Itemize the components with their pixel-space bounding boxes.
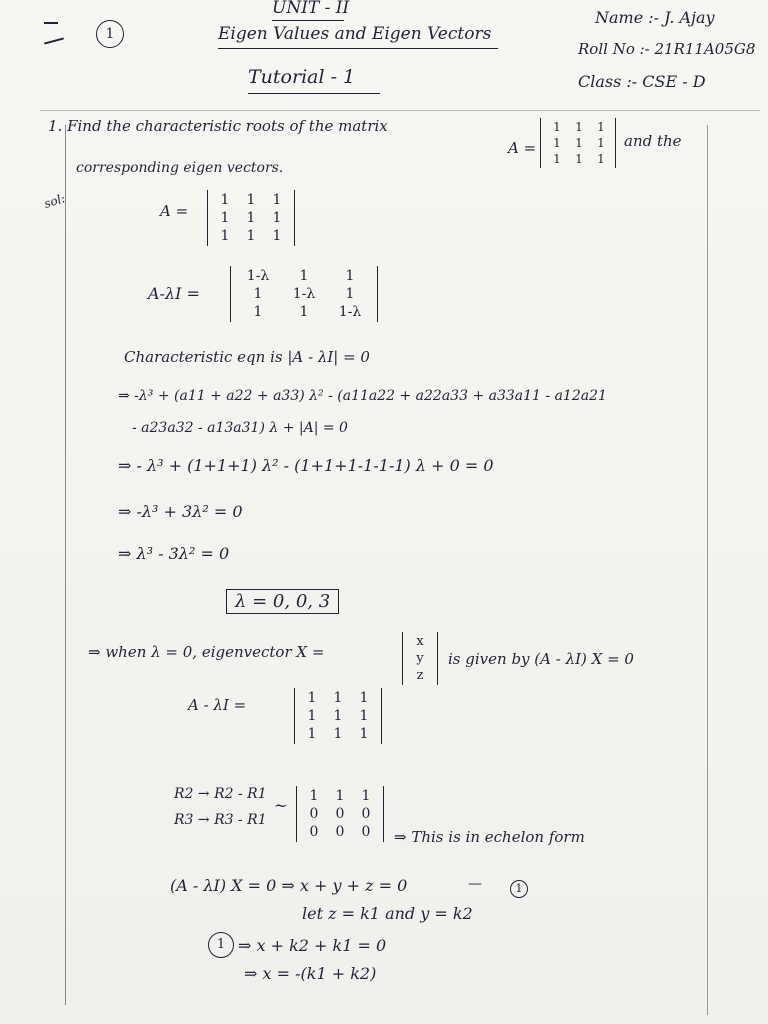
matrix-cell: 1 xyxy=(333,708,343,724)
matrix-cell: 1 xyxy=(299,268,309,284)
matrix-cell: 1 xyxy=(553,152,561,166)
tutorial-title: Tutorial - 1 xyxy=(248,66,356,88)
matrix-cell: 1 xyxy=(345,286,355,302)
a-lambda-matrix xyxy=(294,688,382,744)
eigen-roots-box: λ = 0, 0, 3 xyxy=(226,589,339,614)
matrix-cell: 1 xyxy=(333,726,343,742)
matrix-cell: 1 xyxy=(272,228,282,244)
matrix-cell: 1 xyxy=(307,708,317,724)
expansion-step-4: ⇒ λ³ - 3λ² = 0 xyxy=(118,544,230,563)
question-matrix-label: A = xyxy=(508,139,537,157)
equation-1: (A - λI) X = 0 ⇒ x + y + z = 0 xyxy=(170,876,408,895)
matrix-cell: 1 xyxy=(253,286,263,302)
matrix-cell: 1 xyxy=(575,120,583,134)
class-label: Class :- CSE - D xyxy=(578,72,706,91)
a-lambda-label: A - λI = xyxy=(188,696,247,714)
tutorial-underline xyxy=(248,93,380,94)
matrix-cell: 1 xyxy=(253,304,263,320)
question-line-2: corresponding eigen vectors. xyxy=(76,160,284,176)
question-and-the: and the xyxy=(624,132,682,150)
matrix-cell: 1 xyxy=(597,136,605,150)
let-substitution: let z = k1 and y = k2 xyxy=(302,904,473,923)
substitution-tag: 1 xyxy=(208,932,234,958)
substitution-step: ⇒ x + k2 + k1 = 0 xyxy=(238,936,387,955)
matrix-cell: 1 xyxy=(220,228,230,244)
matrix-cell: 1-λ xyxy=(292,286,316,302)
matrix-cell: 1 xyxy=(345,268,355,284)
a-label: A = xyxy=(160,202,189,220)
expansion-step-3: ⇒ -λ³ + 3λ² = 0 xyxy=(118,502,243,521)
roll-number: Roll No :- 21R11A05G8 xyxy=(578,40,756,58)
matrix-cell: 1 xyxy=(272,210,282,226)
matrix-cell: 1 xyxy=(553,120,561,134)
matrix-cell: 1 xyxy=(272,192,282,208)
x-vector xyxy=(402,632,438,685)
matrix-cell: 0 xyxy=(335,824,345,840)
row-operation-1: R2 → R2 - R1 xyxy=(174,786,267,802)
matrix-cell: 1 xyxy=(307,726,317,742)
matrix-cell: 1 xyxy=(359,726,369,742)
top-rule xyxy=(40,110,760,111)
matrix-cell: 1 xyxy=(597,120,605,134)
expansion-step-2: ⇒ - λ³ + (1+1+1) λ² - (1+1+1-1-1-1) λ + 0 = 0 xyxy=(118,456,494,475)
matrix-cell: 1-λ xyxy=(246,268,270,284)
row-operation-2: R3 → R3 - R1 xyxy=(174,812,267,828)
matrix-cell: 1 xyxy=(575,136,583,150)
echelon-matrix xyxy=(296,786,384,842)
matrix-cell: 1 xyxy=(553,136,561,150)
equation-dash: — xyxy=(468,876,482,892)
right-margin-line xyxy=(707,125,708,1015)
a-minus-lambda-matrix xyxy=(230,266,378,322)
matrix-cell: 1 xyxy=(335,788,345,804)
matrix-cell: 1 xyxy=(333,690,343,706)
matrix-cell: 1 xyxy=(359,690,369,706)
student-name: Name :- J. Ajay xyxy=(595,8,715,27)
question-line-1: 1. Find the characteristic roots of the matrix xyxy=(48,117,388,135)
when-lambda-zero: ⇒ when λ = 0, eigenvector X = xyxy=(88,643,325,661)
matrix-cell: 1 xyxy=(359,708,369,724)
matrix-cell: 1 xyxy=(309,788,319,804)
a-minus-lambda-label: A-λI = xyxy=(148,284,200,303)
matrix-cell: 1 xyxy=(299,304,309,320)
matrix-cell: 1-λ xyxy=(338,304,362,320)
solution-label: sol: xyxy=(42,191,67,211)
expansion-step-1: ⇒ -λ³ + (a11 + a22 + a33) λ² - (a11a22 + a22a33 + a33a11 - a12a21 xyxy=(118,388,607,404)
unit-title: UNIT - II xyxy=(272,0,350,18)
page-number: 1 xyxy=(96,20,124,48)
matrix-cell: 1 xyxy=(220,192,230,208)
expansion-step-1b: - a23a32 - a13a31) λ + |A| = 0 xyxy=(132,420,348,436)
given-by-text: is given by (A - λI) X = 0 xyxy=(448,650,634,668)
corner-mark xyxy=(44,37,64,44)
matrix-cell: 0 xyxy=(309,824,319,840)
matrix-cell: 1 xyxy=(597,152,605,166)
equivalence-tilde: ~ xyxy=(274,796,288,815)
equation-1-tag: 1 xyxy=(510,880,528,898)
question-matrix xyxy=(540,118,616,168)
topic-title: Eigen Values and Eigen Vectors xyxy=(218,24,492,44)
matrix-cell: z xyxy=(416,668,424,683)
matrix-cell: 1 xyxy=(246,228,256,244)
a-matrix xyxy=(207,190,295,246)
matrix-cell: y xyxy=(416,651,424,666)
matrix-cell: 0 xyxy=(361,824,371,840)
matrix-cell: x xyxy=(416,634,424,649)
corner-mark xyxy=(44,22,58,24)
left-margin-line xyxy=(65,125,66,1005)
matrix-cell: 0 xyxy=(309,806,319,822)
characteristic-equation: Characteristic eqn is |A - λI| = 0 xyxy=(124,348,370,366)
matrix-cell: 1 xyxy=(220,210,230,226)
topic-underline xyxy=(218,48,498,49)
final-result: ⇒ x = -(k1 + k2) xyxy=(244,964,377,983)
matrix-cell: 1 xyxy=(361,788,371,804)
matrix-cell: 0 xyxy=(361,806,371,822)
unit-underline xyxy=(272,20,344,21)
echelon-note: ⇒ This is in echelon form xyxy=(394,828,585,846)
matrix-cell: 1 xyxy=(307,690,317,706)
matrix-cell: 1 xyxy=(246,210,256,226)
matrix-cell: 0 xyxy=(335,806,345,822)
matrix-cell: 1 xyxy=(575,152,583,166)
matrix-cell: 1 xyxy=(246,192,256,208)
